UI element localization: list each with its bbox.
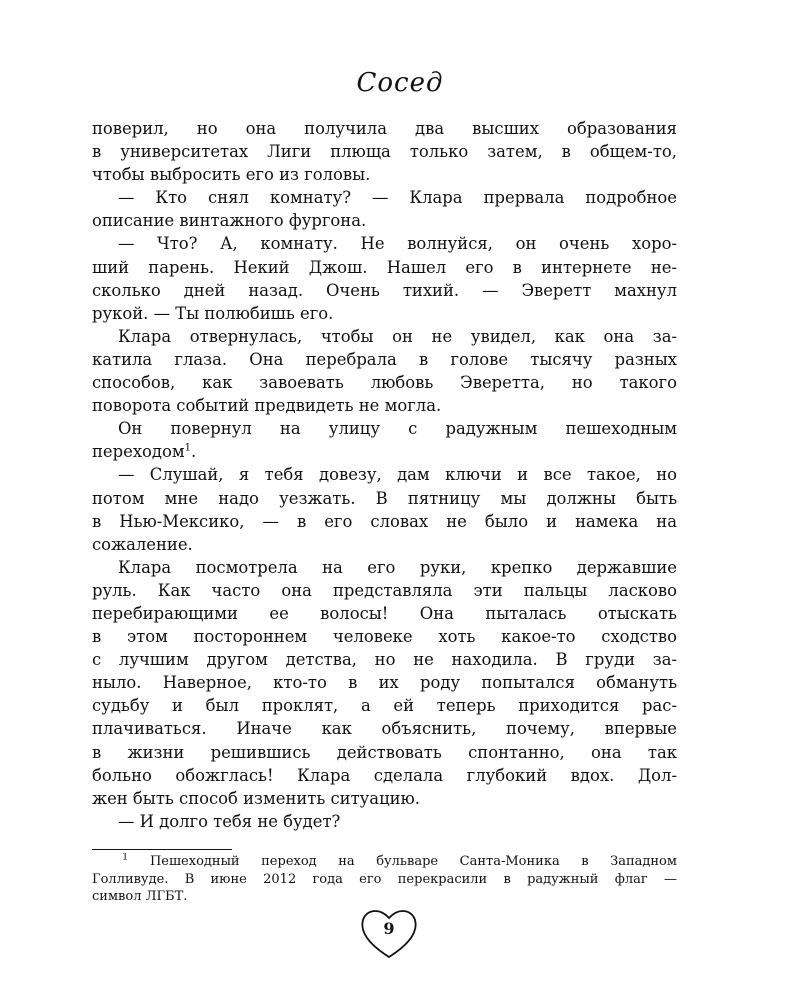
text-line — [92, 602, 677, 625]
text-line-content: — Кто снял комнату? — Клара прервала подробное — [118, 188, 677, 208]
text-line — [92, 694, 677, 717]
text-line — [92, 787, 677, 810]
text-line-content: катила глаза. Она перебрала в голове тысячу разных — [92, 349, 677, 369]
text-line — [92, 625, 677, 648]
text-line-content: сожаление. — [92, 534, 193, 554]
text-line — [92, 371, 677, 394]
page-number: 9 — [383, 919, 395, 938]
text-line — [92, 579, 677, 602]
page-title: Сосед — [356, 68, 444, 98]
text-line — [92, 325, 677, 348]
text-line — [92, 302, 677, 325]
text-line-content: рукой. — Ты полюбишь его. — [92, 303, 334, 323]
text-line-content: в жизни решившись действовать спонтанно, она так — [92, 742, 677, 762]
footnote-line — [92, 853, 677, 871]
text-line — [92, 487, 677, 510]
page-number-badge — [357, 905, 421, 961]
text-line — [92, 556, 677, 579]
text-line — [92, 810, 677, 833]
text-line — [92, 163, 677, 186]
text-line-content: жен быть способ изменить ситуацию. — [92, 788, 421, 808]
text-line — [92, 717, 677, 740]
text-line — [92, 186, 677, 209]
text-line — [92, 279, 677, 302]
footnote-line — [92, 888, 677, 906]
text-line-content: больно обожглась! Клара сделала глубокий вдох. Дол- — [92, 765, 677, 785]
text-line-content: способов, как завоевать любовь Эверетта, но такого — [92, 373, 677, 393]
text-line-content: потом мне надо уезжать. В пятницу мы должны быть — [92, 488, 677, 508]
footnote-line-content: Пешеходный переход на бульваре Санта-Моника в Западном — [149, 854, 677, 869]
footnote-line-content: Голливуде. В июне 2012 года его перекрасили в радужный флаг — — [92, 871, 677, 887]
footnote-divider — [92, 849, 232, 850]
text-line-content: ныло. Наверное, кто-то в их роду попытался обмануть — [92, 673, 677, 693]
text-line — [92, 348, 677, 371]
text-line-tail: . — [191, 442, 197, 462]
footnote-marker: 1 — [122, 853, 129, 863]
text-line-content: судьбу и был проклят, а ей теперь приходится рас- — [92, 696, 677, 716]
footnotes — [92, 853, 677, 906]
text-line-content: сколько дней назад. Очень тихий. — Эверетт махнул — [92, 280, 677, 300]
text-line-content: в Нью-Мексико, — в его словах не было и намека на — [92, 511, 677, 531]
text-line-content: перебирающими ее волосы! Она пыталась отыскать — [92, 603, 677, 623]
text-line — [92, 140, 677, 163]
text-line-content: Клара посмотрела на его руки, крепко державшие — [118, 557, 677, 577]
text-line — [92, 232, 677, 255]
body-text — [92, 117, 677, 833]
text-line-content: — Что? А, комнату. Не волнуйся, он очень хоро- — [118, 234, 677, 254]
text-line-content: поворота событий предвидеть не могла. — [92, 396, 442, 416]
text-line-content: Клара отвернулась, чтобы он не увидел, как она за- — [118, 326, 677, 346]
text-line-content: с лучшим другом детства, но не находила. В груди за- — [92, 650, 677, 670]
text-line — [92, 648, 677, 671]
text-line-content: в университетах Лиги плюща только затем, в общем-то, — [92, 142, 677, 162]
text-line-content: — Слушай, я тебя довезу, дам ключи и все такое, но — [118, 465, 677, 485]
footnote-line — [92, 871, 677, 889]
text-line-content: поверил, но она получила два высших образования — [92, 119, 677, 138]
text-line-content: чтобы выбросить его из головы. — [92, 165, 371, 185]
text-line-content: плачиваться. Иначе как объяснить, почему, впервые — [92, 719, 677, 739]
text-line — [92, 256, 677, 279]
footnote-reference: 1 — [184, 442, 192, 454]
footnote-line-content: символ ЛГБТ. — [92, 889, 188, 904]
text-line-content: Он повернул на улицу с радужным пешеходным — [118, 419, 677, 439]
text-line-content: переходом — [92, 442, 185, 462]
text-line-content: описание винтажного фургона. — [92, 211, 367, 231]
text-line-content: в этом постороннем человеке хоть какое-то сходство — [92, 627, 677, 647]
text-line — [92, 463, 677, 486]
text-line-content: — И долго тебя не будет? — [118, 811, 341, 831]
text-line-content: руль. Как часто она представляла эти пальцы ласково — [92, 580, 677, 600]
text-line — [92, 440, 677, 463]
text-line — [92, 764, 677, 787]
text-line — [92, 417, 677, 440]
text-line-content: ший парень. Некий Джош. Нашел его в интернете не- — [92, 257, 677, 277]
text-line — [92, 209, 677, 232]
text-line — [92, 671, 677, 694]
text-line — [92, 741, 677, 764]
text-line — [92, 510, 677, 533]
text-line — [92, 533, 677, 556]
text-line — [92, 117, 677, 140]
text-line — [92, 394, 677, 417]
